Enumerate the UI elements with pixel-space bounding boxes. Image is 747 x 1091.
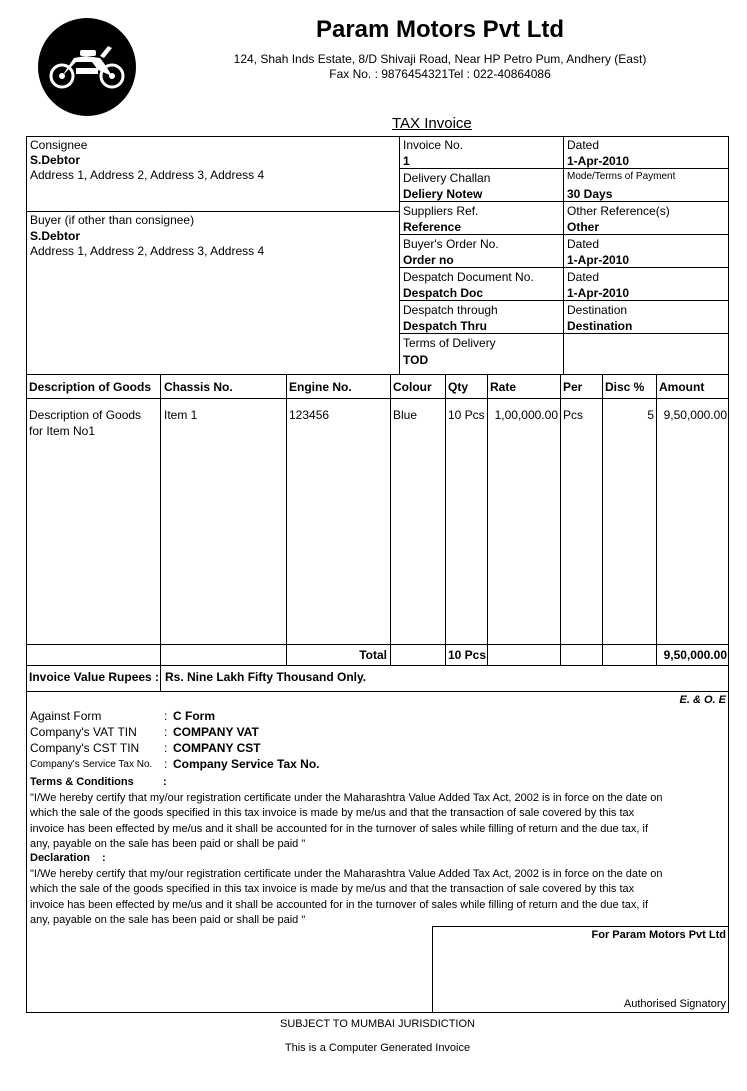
terms-line: any, payable on the sale has been paid or shall be paid " [30,837,306,850]
item-amount: 9,50,000.00 [663,408,727,422]
service-tax-value: Company Service Tax No. [173,757,320,771]
declaration-line: invoice has been effected by me/us and it shall be accounted for in the turnover of sales while filling of return and the due tax, if [30,898,649,911]
item-chassis: Item 1 [164,408,198,422]
header-disc: Disc % [605,380,645,394]
declaration-text [30,867,728,928]
vat-tin-colon: : [164,725,168,739]
destination-label: Destination [567,303,628,317]
service-tax-colon: : [164,757,168,771]
buyers-order-value: Order no [403,253,454,267]
terms-line: "I/We hereby certify that my/our registration certificate under the Maharashtra Value Added Tax Act, 2002 is in force on the date on [30,792,663,804]
delivery-challan-value: Deliery Notew [403,187,483,201]
terms-text [30,791,728,852]
invoice-value-words: Rs. Nine Lakh Fifty Thousand Only. [165,670,367,684]
eoe-note: E. & O. E [679,694,726,706]
cst-tin-label: Company's CST TIN [30,741,140,755]
invoice-value-label: Invoice Value Rupees : [29,670,160,684]
header-amount: Amount [659,380,705,394]
despatch-dated-value: 1-Apr-2010 [567,286,630,300]
terms-line: invoice has been effected by me/us and it shall be accounted for in the turnover of sales while filling of return and the due tax, if [30,822,649,835]
header-qty: Qty [448,380,469,394]
payment-terms-label: Mode/Terms of Payment [567,171,676,182]
destination-value: Destination [567,319,633,333]
header-rate: Rate [490,380,517,394]
dated-value: 1-Apr-2010 [567,154,630,168]
invoice-no-label: Invoice No. [403,138,464,152]
for-company: For Param Motors Pvt Ltd [591,929,726,941]
header-colour: Colour [393,380,432,394]
vat-tin-value: COMPANY VAT [173,725,259,739]
vat-tin-label: Company's VAT TIN [30,725,137,739]
buyer-address: Address 1, Address 2, Address 3, Address 4 [30,244,265,258]
item-description-line2: for Item No1 [29,424,96,438]
header-per: Per [563,380,583,394]
against-form-colon: : [164,709,168,723]
item-disc: 5 [647,408,654,422]
header-engine: Engine No. [289,380,352,394]
despatch-through-label: Despatch through [403,303,498,317]
despatch-doc-value: Despatch Doc [403,286,484,300]
buyer-label: Buyer (if other than consignee) [30,213,195,227]
cst-tin-value: COMPANY CST [173,741,261,755]
despatch-dated-label: Dated [567,270,600,284]
despatch-doc-label: Despatch Document No. [403,270,534,284]
invoice-no-value: 1 [403,154,410,168]
payment-terms-value: 30 Days [567,187,613,201]
header-chassis: Chassis No. [164,380,233,394]
jurisdiction-note: SUBJECT TO MUMBAI JURISDICTION [280,1018,475,1030]
declaration-line: any, payable on the sale has been paid or shall be paid " [30,913,306,926]
company-logo [38,18,136,116]
other-ref-value: Other [567,220,600,234]
cst-tin-colon: : [164,741,168,755]
terms-delivery-value: TOD [403,353,429,367]
service-tax-label: Company's Service Tax No. [30,759,153,770]
company-address: 124, Shah Inds Estate, 8/D Shivaji Road, Near HP Petro Pum, Andhery (East) [233,52,647,66]
motorcycle-icon [46,42,128,92]
order-dated-label: Dated [567,237,600,251]
item-qty: 10 Pcs [448,408,485,422]
terms-colon: : [163,776,167,788]
total-qty: 10 Pcs [448,648,487,662]
total-label: Total [359,648,387,662]
other-ref-label: Other Reference(s) [567,204,670,218]
computer-generated-note: This is a Computer Generated Invoice [284,1042,471,1054]
dated-label: Dated [567,138,600,152]
terms-label: Terms & Conditions [30,776,134,788]
document-title: TAX Invoice [392,115,472,132]
against-form-value: C Form [173,709,215,723]
terms-line: which the sale of the goods specified in this tax invoice is made by me/us and that the transaction of sale covered by this tax [30,807,635,820]
consignee-address: Address 1, Address 2, Address 3, Address 4 [30,168,265,182]
item-description-line1: Description of Goods [29,408,142,422]
item-per: Pcs [563,408,584,422]
declaration-colon: : [102,852,106,864]
suppliers-ref-label: Suppliers Ref. [403,204,479,218]
buyer-name: S.Debtor [30,229,81,243]
declaration-line: which the sale of the goods specified in this tax invoice is made by me/us and that the transaction of sale covered by this tax [30,883,635,896]
company-fax-tel: Fax No. : 9876454321Tel : 022-40864086 [329,67,551,81]
item-engine: 123456 [289,408,330,422]
declaration-line: "I/We hereby certify that my/our registration certificate under the Maharashtra Value Added Tax Act, 2002 is in force on the date on [30,868,663,880]
company-name: Param Motors Pvt Ltd [315,16,565,43]
item-rate: 1,00,000.00 [494,408,558,422]
buyers-order-label: Buyer's Order No. [403,237,499,251]
terms-delivery-label: Terms of Delivery [403,336,496,350]
suppliers-ref-value: Reference [403,220,462,234]
order-dated-value: 1-Apr-2010 [567,253,630,267]
declaration-label: Declaration [30,852,90,864]
total-amount: 9,50,000.00 [663,648,727,662]
despatch-through-value: Despatch Thru [403,319,488,333]
consignee-name: S.Debtor [30,153,81,167]
header-description: Description of Goods [29,380,152,394]
against-form-label: Against Form [30,709,102,723]
authorised-signatory: Authorised Signatory [623,998,726,1010]
item-colour: Blue [393,408,418,422]
delivery-challan-label: Delivery Challan [403,171,491,185]
consignee-label: Consignee [30,138,88,152]
